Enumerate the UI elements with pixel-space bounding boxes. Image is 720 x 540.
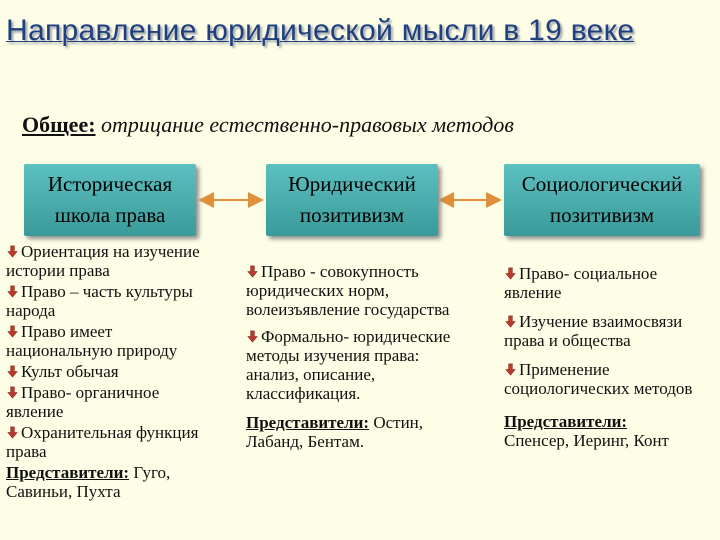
box-line2: позитивизм	[299, 203, 405, 227]
list-item: Изучение взаимосвязи права и общества	[504, 312, 683, 350]
arrow-down-icon	[504, 363, 517, 376]
arrow-down-icon	[6, 365, 19, 378]
arrow-down-icon	[504, 267, 517, 280]
list-item: Право- социальное явление	[504, 264, 658, 302]
column-historical	[6, 242, 212, 501]
list-item: Ориентация на изучение истории права	[6, 242, 200, 280]
arrow-down-icon	[246, 265, 259, 278]
arrow-down-icon	[6, 426, 19, 439]
representatives: Представители: Спенсер, Иеринг, Конт	[504, 412, 669, 450]
summary-text: отрицание естественно-правовых методов	[101, 112, 514, 137]
box-sociological-positivism	[504, 164, 700, 236]
box-line1: Социологический	[521, 172, 683, 196]
list-item: Применение социологических методов	[504, 360, 693, 398]
summary-label: Общее:	[22, 112, 96, 137]
box-line2: школа права	[54, 203, 166, 227]
list-item: Культ обычая	[6, 362, 212, 381]
list-item: Право - совокупность юридических норм, волеизъявление государства	[246, 262, 450, 319]
representatives: Представители: Гуго, Савиньи, Пухта	[6, 463, 171, 501]
box-line1: Историческая	[47, 172, 173, 196]
arrow-down-icon	[6, 245, 19, 258]
arrow-down-icon	[6, 325, 19, 338]
arrow-down-icon	[6, 285, 19, 298]
arrow-down-icon	[246, 330, 259, 343]
arrow-down-icon	[504, 315, 517, 328]
list-item: Право имеет национальную природу	[6, 322, 178, 360]
list-item: Право – часть культуры народа	[6, 282, 193, 320]
representatives: Представители: Остин, Лабанд, Бентам.	[246, 413, 424, 451]
box-line1: Юридический	[288, 172, 416, 196]
box-line2: позитивизм	[549, 203, 655, 227]
list-item: Право- органичное явление	[6, 383, 160, 421]
column-legal-positivism	[246, 262, 474, 451]
arrow-down-icon	[6, 386, 19, 399]
box-legal-positivism	[266, 164, 438, 236]
list-item: Формально- юридические методы изучения права: анализ, описание, классификация.	[246, 327, 451, 403]
list-item: Охранительная функция права	[6, 423, 199, 461]
page-title: Направление юридической мысли в 19 веке	[6, 14, 635, 47]
column-sociological-positivism	[504, 264, 714, 450]
box-historical-school	[24, 164, 196, 236]
